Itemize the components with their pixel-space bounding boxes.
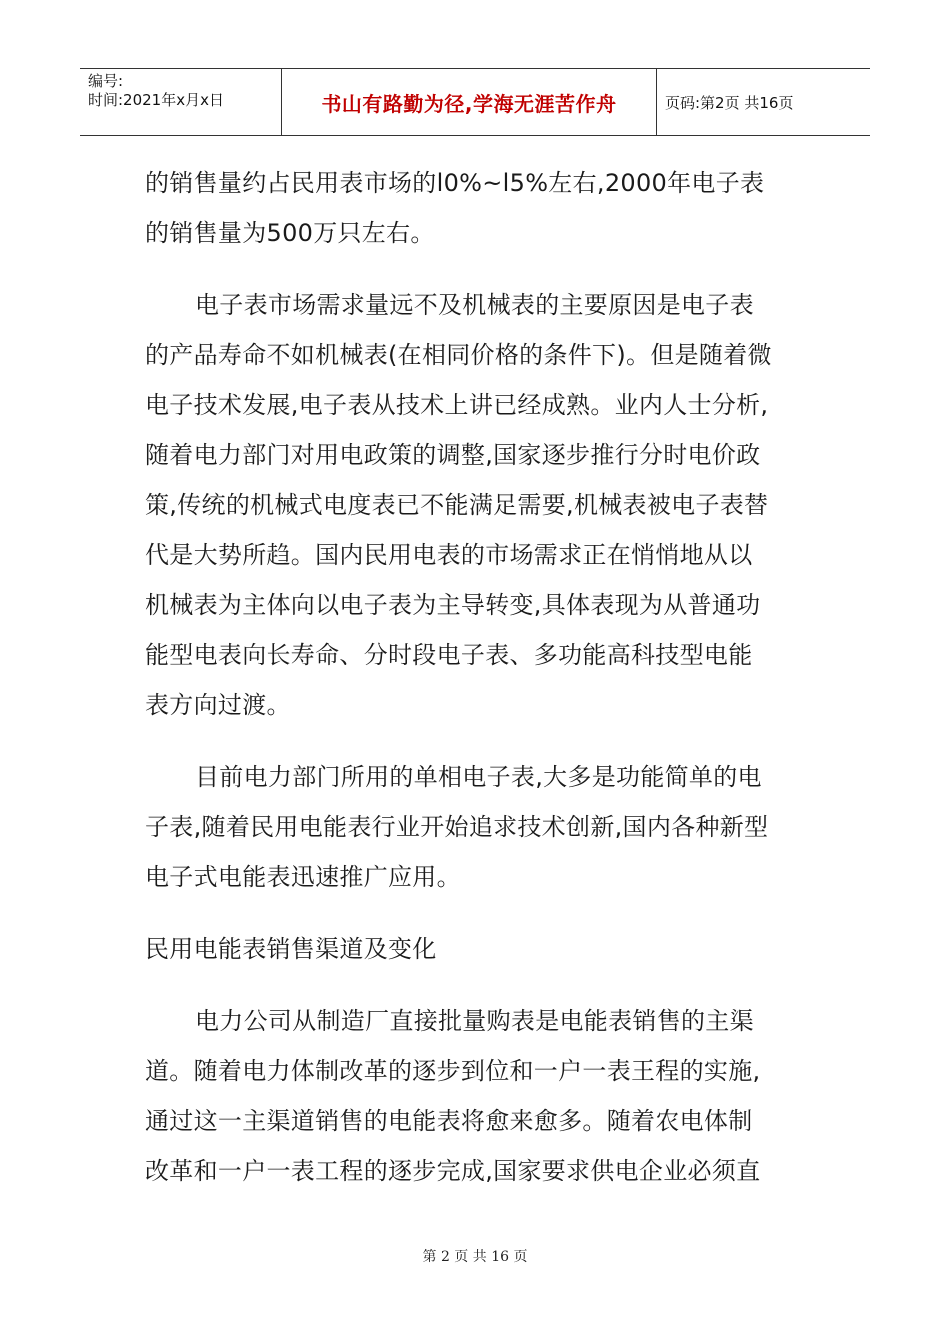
body-line: 随着电力部门对用电政策的调整,国家逐步推行分时电价政 <box>145 441 761 469</box>
body-line: 电力公司从制造厂直接批量购表是电能表销售的主渠 <box>195 1007 754 1035</box>
body-line: 的销售量约占民用表市场的l0%~l5%左右,2000年电子表 <box>145 169 765 197</box>
body-line: 道。随着电力体制改革的逐步到位和一户一表王程的实施, <box>145 1057 761 1085</box>
body-line: 电子技术发展,电子表从技术上讲已经成熟。业内人士分析, <box>145 391 769 419</box>
header-page-info: 页码:第2页 共16页 <box>665 93 794 112</box>
page-footer: 第 2 页 共 16 页 <box>422 1249 528 1265</box>
body-line: 能型电表向长寿命、分时段电子表、多功能高科技型电能 <box>145 641 753 669</box>
body-line: 通过这一主渠道销售的电能表将愈来愈多。随着农电体制 <box>145 1107 753 1135</box>
body-line: 表方向过渡。 <box>145 691 291 719</box>
body-line: 的产品寿命不如机械表(在相同价格的条件下)。但是随着微 <box>145 341 772 369</box>
body-line: 目前电力部门所用的单相电子表,大多是功能简单的电 <box>195 763 762 791</box>
page-header <box>80 68 870 136</box>
body-line: 代是大势所趋。国内民用电表的市场需求正在悄悄地从以 <box>145 541 753 569</box>
body-line: 改革和一户一表工程的逐步完成,国家要求供电企业必须直 <box>145 1157 761 1185</box>
header-meta <box>80 69 282 135</box>
header-motto: 书山有路勤为径,学海无涯苦作舟 <box>282 69 657 135</box>
body-line: 机械表为主体向以电子表为主导转变,具体表现为从普通功 <box>145 591 761 619</box>
document-number-label: 编号: <box>88 72 124 90</box>
section-heading: 民用电能表销售渠道及变化 <box>145 935 437 963</box>
document-body <box>145 158 810 1196</box>
body-line: 电子表市场需求量远不及机械表的主要原因是电子表 <box>195 291 754 319</box>
document-date-label: 时间:2021年x月x日 <box>88 91 224 109</box>
body-line: 策,传统的机械式电度表已不能满足需要,机械表被电子表替 <box>145 491 769 519</box>
body-line: 的销售量为500万只左右。 <box>145 219 435 247</box>
body-line: 电子式电能表迅速推广应用。 <box>145 863 461 891</box>
body-line: 子表,随着民用电能表行业开始追求技术创新,国内各种新型 <box>145 813 769 841</box>
